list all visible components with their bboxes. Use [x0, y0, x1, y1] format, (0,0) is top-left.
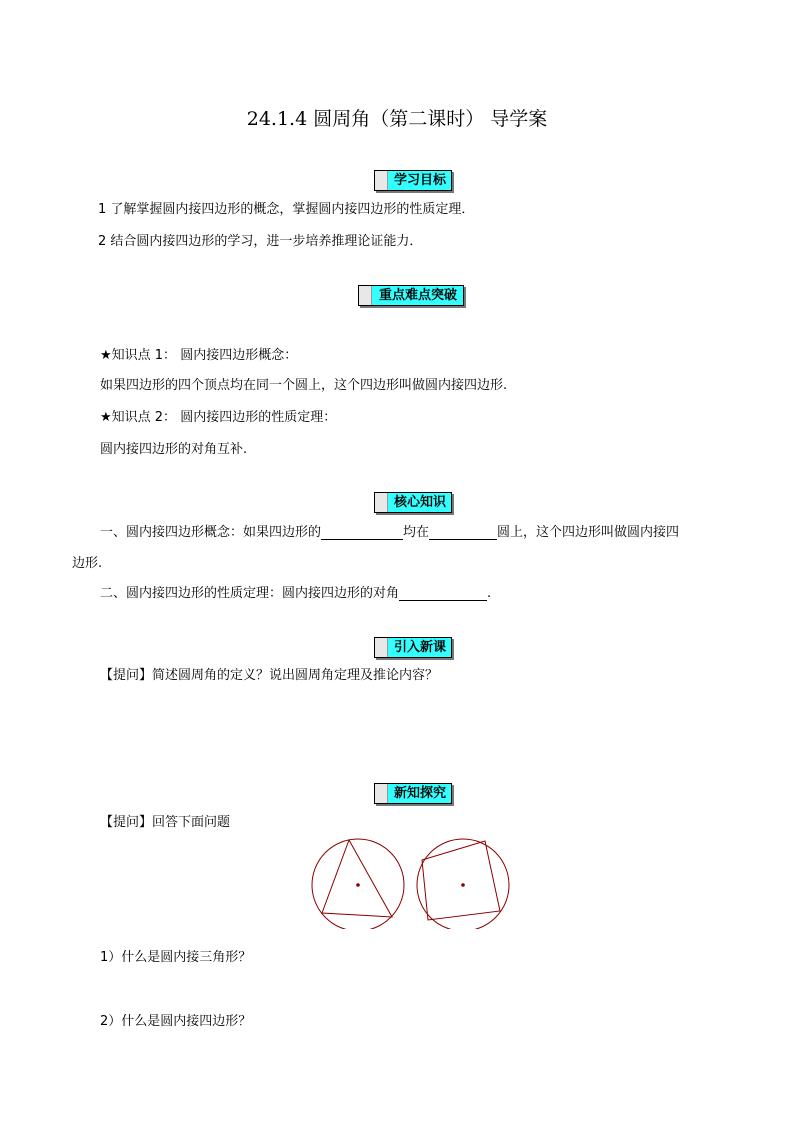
quadrilateral — [422, 841, 500, 920]
fill-blank-opposite-angles[interactable] — [399, 586, 487, 601]
section-heading-intro — [374, 637, 452, 658]
core-line-2-part-b: . — [487, 586, 492, 601]
section-heading-text: 学习目标 — [393, 173, 446, 188]
core-line-1-part-c: 圆上，这个四边形叫做圆内接四 — [497, 525, 680, 540]
section-heading-text: 核心知识 — [393, 495, 446, 510]
objective-item-1: 1 了解掌握圆内接四边形的概念，掌握圆内接四边形的性质定理． — [98, 202, 475, 217]
core-line-1-part-b: 均在 — [403, 525, 430, 540]
center-dot-right — [461, 883, 465, 887]
center-dot-left — [356, 883, 360, 887]
explore-prompt: 【提问】回答下面问题 — [100, 815, 231, 830]
fill-blank-vertices[interactable] — [321, 525, 403, 540]
section-heading-text: 引入新课 — [393, 640, 446, 655]
page-title: 24.1.4 圆周角（第二课时） 导学案 — [246, 108, 548, 130]
core-line-1-continued: 边形. — [72, 556, 103, 571]
objective-item-2: 2 结合圆内接四边形的学习，进一步培养推理论证能力． — [98, 234, 423, 249]
explore-question-2: 2）什么是圆内接四边形？ — [100, 1014, 252, 1029]
triangle — [322, 840, 392, 917]
inscribed-figures — [306, 833, 516, 929]
section-heading-explore — [374, 783, 452, 804]
knowledge-point-1-label: ★知识点 1： 圆内接四边形概念： — [100, 348, 298, 363]
core-line-2 — [100, 582, 491, 601]
explore-question-1: 1）什么是圆内接三角形？ — [100, 950, 252, 965]
knowledge-point-1-text: 如果四边形的四个顶点均在同一个圆上，这个四边形叫做圆内接四边形. — [100, 378, 508, 393]
inscribed-triangle-figure — [312, 839, 404, 929]
section-heading-key-points — [358, 285, 464, 306]
fill-blank-circle[interactable] — [429, 525, 497, 540]
section-heading-text: 新知探究 — [393, 786, 446, 801]
core-line-1-part-a: 一、圆内接四边形概念：如果四边形的 — [100, 525, 322, 540]
section-heading-objectives — [374, 170, 452, 191]
section-heading-core — [374, 492, 452, 513]
intro-question: 【提问】简述圆周角的定义？说出圆周角定理及推论内容？ — [100, 668, 439, 683]
knowledge-point-2-text: 圆内接四边形的对角互补. — [100, 442, 248, 457]
inscribed-quadrilateral-figure — [417, 839, 509, 929]
knowledge-point-2-label: ★知识点 2： 圆内接四边形的性质定理： — [100, 410, 337, 425]
section-heading-text: 重点难点突破 — [378, 288, 457, 303]
core-line-2-part-a: 二、圆内接四边形的性质定理：圆内接四边形的对角 — [100, 586, 400, 601]
core-line-1 — [100, 521, 679, 540]
